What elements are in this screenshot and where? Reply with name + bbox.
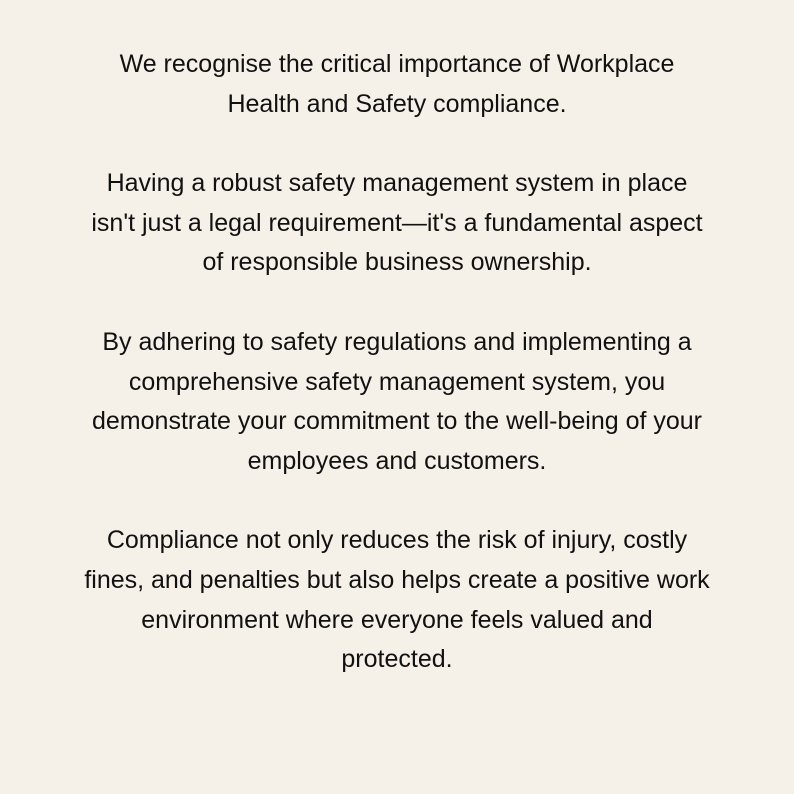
paragraph-3 bbox=[40, 323, 754, 481]
paragraph-4-line-4: protected. bbox=[341, 645, 453, 674]
paragraph-1 bbox=[40, 45, 754, 124]
paragraph-1-line-1: We recognise the critical importance of Workplace bbox=[119, 50, 675, 78]
paragraph-4-line-3: environment where everyone feels valued and bbox=[141, 605, 653, 634]
paragraph-2-line-3: of responsible business ownership. bbox=[202, 248, 592, 277]
paragraph-3-line-1: By adhering to safety regulations and implementing a bbox=[102, 327, 692, 356]
paragraph-2 bbox=[40, 164, 754, 283]
paragraph-4 bbox=[40, 521, 754, 679]
paragraph-1-line-2: Health and Safety compliance. bbox=[227, 89, 567, 118]
paragraph-4-line-2: fines, and penalties but also helps create a positive work bbox=[84, 565, 710, 594]
text-content bbox=[40, 45, 754, 680]
paragraph-2-line-1: Having a robust safety management system in place bbox=[106, 169, 688, 198]
paragraph-3-line-4: employees and customers. bbox=[247, 446, 547, 475]
paragraph-4-line-1: Compliance not only reduces the risk of injury, costly bbox=[106, 526, 688, 555]
paragraph-2-line-2: isn't just a legal requirement—it's a fundamental aspect bbox=[91, 208, 703, 237]
paragraph-3-line-3: demonstrate your commitment to the well-being of your bbox=[92, 407, 702, 436]
paragraph-3-line-2: comprehensive safety management system, you bbox=[128, 367, 666, 396]
